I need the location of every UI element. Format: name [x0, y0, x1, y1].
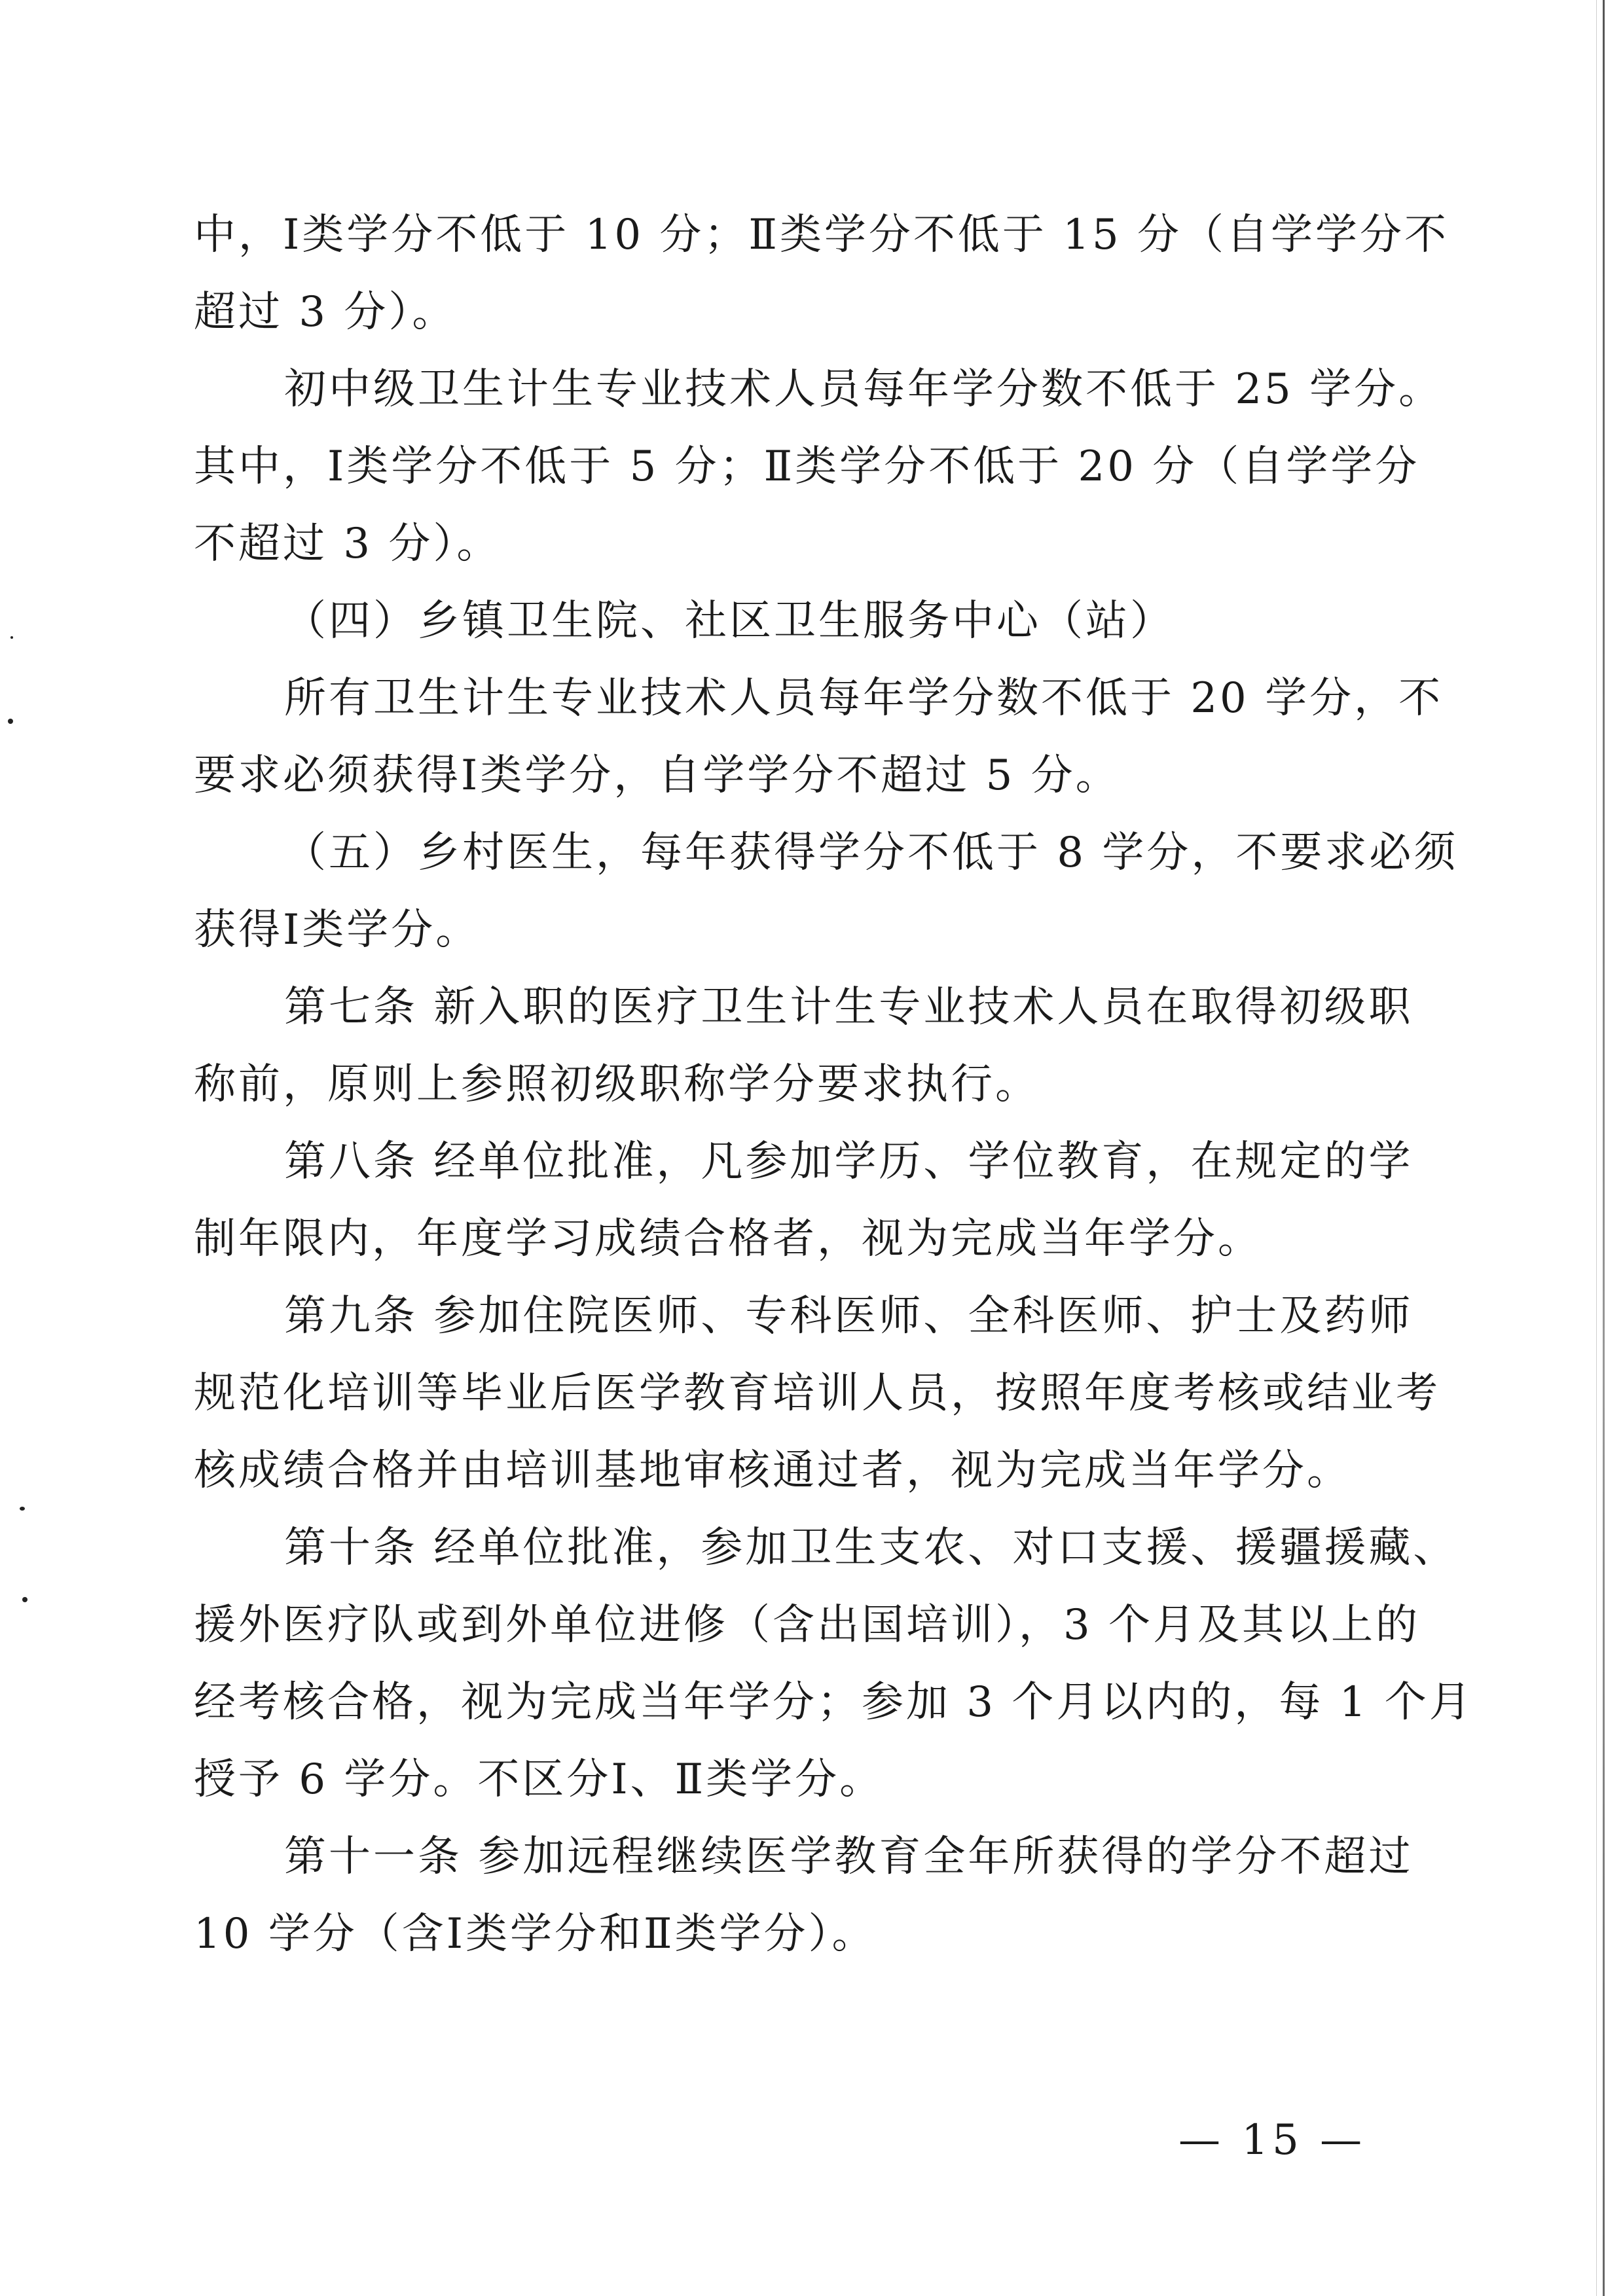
text-line: 要求必须获得Ⅰ类学分，自学学分不超过 5 分。	[194, 751, 1120, 800]
scan-speck	[20, 1507, 25, 1511]
text-line: 称前，原则上参照初级职称学分要求执行。	[194, 1060, 1040, 1109]
scan-edge-line	[1596, 0, 1597, 2296]
text-line: 获得Ⅰ类学分。	[194, 906, 481, 954]
scan-speck	[10, 636, 13, 639]
text-line: 规范化培训等毕业后医学教育培训人员，按照年度考核或结业考	[194, 1369, 1440, 1418]
text-line: 所有卫生计生专业技术人员每年学分数不低于 20 学分，不	[284, 674, 1444, 723]
text-line: 制年限内，年度学习成绩合格者，视为完成当年学分。	[194, 1215, 1262, 1263]
scan-edge-line	[1603, 0, 1605, 2296]
article-8: 第八条 经单位批准，凡参加学历、学位教育，在规定的学	[284, 1138, 1413, 1186]
section-heading: （四）乡镇卫生院、社区卫生服务中心（站）	[284, 597, 1175, 645]
article-7: 第七条 新入职的医疗卫生计生专业技术人员在取得初级职	[284, 983, 1413, 1031]
text-line: 经考核合格，视为完成当年学分；参加 3 个月以内的，每 1 个月	[194, 1678, 1474, 1727]
article-9: 第九条 参加住院医师、专科医师、全科医师、护士及药师	[284, 1292, 1413, 1340]
body-text	[194, 196, 1474, 1973]
text-line: 其中，Ⅰ类学分不低于 5 分；Ⅱ类学分不低于 20 分（自学学分	[194, 442, 1420, 491]
text-line: 初中级卫生计生专业技术人员每年学分数不低于 25 学分。	[284, 365, 1444, 414]
text-line: 不超过 3 分）。	[194, 520, 501, 568]
scan-speck	[22, 1597, 27, 1602]
text-line: 中，Ⅰ类学分不低于 10 分；Ⅱ类学分不低于 15 分（自学学分不	[194, 211, 1450, 259]
scan-speck	[8, 719, 13, 724]
text-line: 援外医疗队或到外单位进修（含出国培训），3 个月及其以上的	[194, 1601, 1421, 1649]
text-line: 核成绩合格并由培训基地审核通过者，视为完成当年学分。	[194, 1446, 1351, 1495]
section-heading: （五）乡村医生，每年获得学分不低于 8 学分，不要求必须	[284, 829, 1459, 877]
article-10: 第十条 经单位批准，参加卫生支农、对口支援、援疆援藏、	[284, 1524, 1458, 1572]
page-number: — 15 —	[1178, 2116, 1366, 2164]
text-line: 超过 3 分）。	[194, 288, 457, 336]
article-11: 第十一条 参加远程继续医学教育全年所获得的学分不超过	[284, 1833, 1413, 1881]
text-line: 10 学分（含Ⅰ类学分和Ⅱ类学分）。	[194, 1910, 877, 1958]
text-line: 授予 6 学分。不区分Ⅰ、Ⅱ类学分。	[194, 1755, 884, 1804]
